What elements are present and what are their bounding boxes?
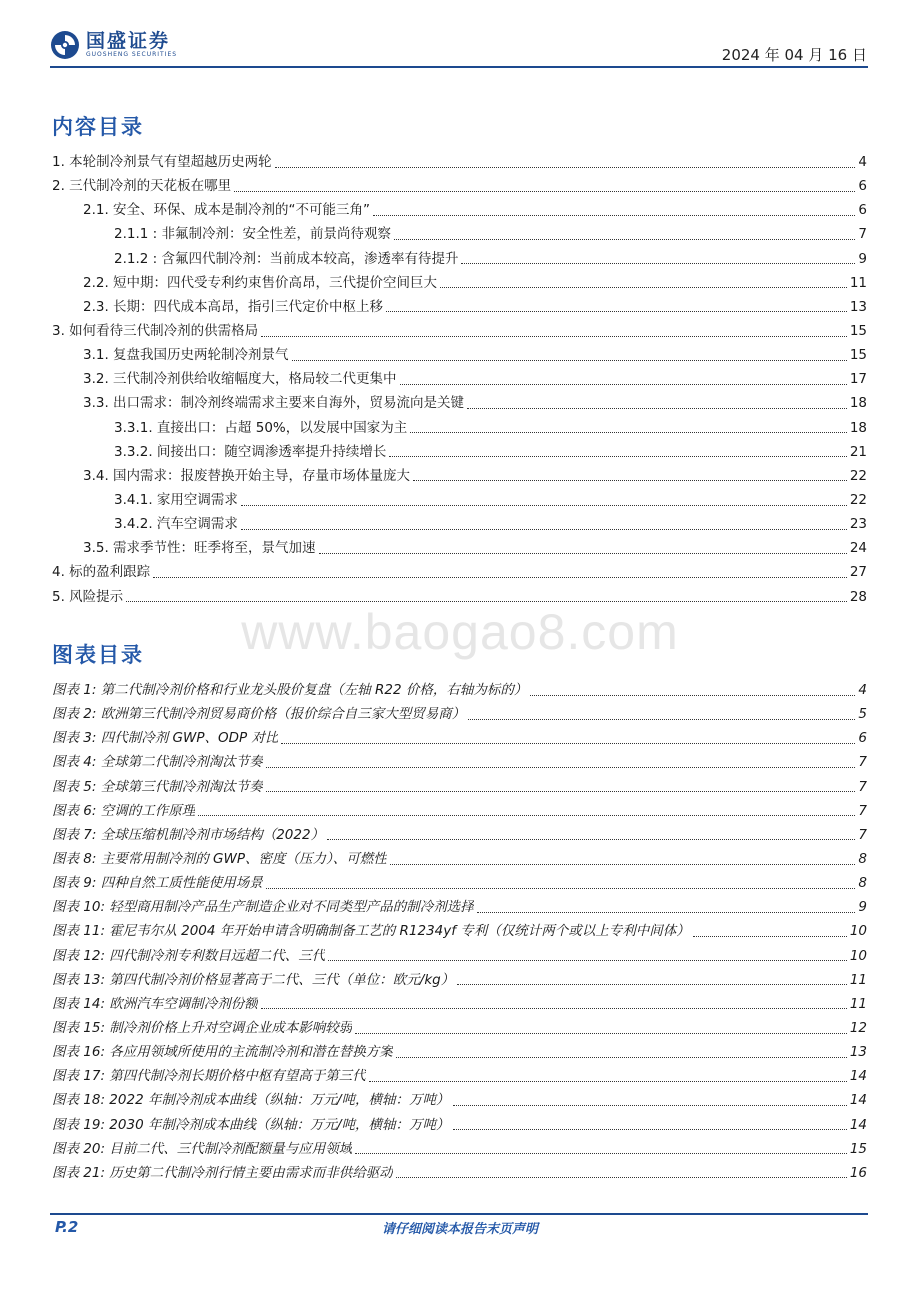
dot-leader — [369, 1080, 847, 1082]
figure-item[interactable] — [52, 1016, 867, 1040]
dot-leader — [400, 383, 847, 385]
toc-item[interactable] — [52, 488, 867, 512]
figure-item-label: 图表 21: 历史第二代制冷剂行情主要由需求而非供给驱动 — [52, 1164, 393, 1181]
logo-en-text: GUOSHENG SECURITIES — [86, 51, 178, 58]
report-date: 2024 年 04 月 16 日 — [721, 46, 867, 64]
toc-item-page: 17 — [849, 371, 867, 388]
toc-item-page: 21 — [849, 443, 867, 460]
figure-item-label: 图表 5: 全球第三代制冷剂淘汰节奏 — [52, 778, 263, 795]
figure-item-page: 8 — [858, 850, 867, 867]
toc-item-page: 11 — [849, 274, 867, 291]
toc-item[interactable] — [52, 440, 867, 464]
toc-item[interactable] — [52, 150, 867, 174]
figure-item-label: 图表 15: 制冷剂价格上升对空调企业成本影响较弱 — [52, 1019, 353, 1036]
toc-item-label: 3. 如何看待三代制冷剂的供需格局 — [52, 322, 259, 339]
figure-item-label: 图表 2: 欧洲第三代制冷剂贸易商价格（报价综合自三家大型贸易商） — [52, 706, 466, 723]
toc-item-label: 2.2. 短中期：四代受专利约束售价高昂，三代提价空间巨大 — [83, 274, 438, 291]
figure-item[interactable] — [52, 944, 867, 968]
figure-item[interactable] — [52, 1161, 867, 1185]
toc-item-label: 3.4. 国内需求：报废替换开始主导，存量市场体量庞大 — [83, 467, 411, 484]
toc-item-page: 18 — [849, 419, 867, 436]
dot-leader — [275, 166, 856, 168]
toc-item-label: 2.3. 长期：四代成本高昂，指引三代定价中枢上移 — [83, 298, 384, 315]
toc-list — [52, 150, 867, 609]
toc-item-page: 24 — [849, 540, 867, 557]
figure-item[interactable] — [52, 726, 867, 750]
figure-item-page: 7 — [858, 754, 867, 771]
toc-item-page: 9 — [858, 250, 867, 267]
figure-item-label: 图表 19: 2030 年制冷剂成本曲线（纵轴：万元/吨，横轴：万吨） — [52, 1116, 450, 1133]
figure-item-label: 图表 9: 四种自然工质性能使用场景 — [52, 875, 263, 892]
figure-item[interactable] — [52, 750, 867, 774]
figure-item[interactable] — [52, 1088, 867, 1112]
figure-item[interactable] — [52, 1040, 867, 1064]
dot-leader — [355, 1152, 847, 1154]
figures-list — [52, 678, 867, 1185]
figure-item-page: 4 — [858, 682, 867, 698]
toc-item-label: 3.3.1. 直接出口：占超 50%，以发展中国家为主 — [114, 419, 408, 436]
toc-item[interactable] — [52, 247, 867, 271]
figure-item[interactable] — [52, 895, 867, 919]
figure-item-label: 图表 4: 全球第二代制冷剂淘汰节奏 — [52, 754, 263, 771]
dot-leader — [396, 1056, 847, 1058]
dot-leader — [457, 983, 847, 985]
dot-leader — [461, 262, 855, 264]
dot-leader — [453, 1104, 847, 1106]
toc-title: 内容目录 — [52, 115, 144, 139]
toc-item[interactable] — [52, 367, 867, 391]
toc-item[interactable] — [52, 319, 867, 343]
toc-item-label: 2.1. 安全、环保、成本是制冷剂的“不可能三角” — [83, 202, 371, 219]
dot-leader — [241, 528, 847, 530]
toc-item-page: 15 — [849, 347, 867, 364]
figure-item-page: 12 — [849, 1019, 867, 1036]
dot-leader — [241, 504, 847, 506]
dot-leader — [530, 694, 855, 696]
figure-item[interactable] — [52, 919, 867, 943]
toc-item[interactable] — [52, 222, 867, 246]
toc-item-page: 18 — [849, 395, 867, 412]
figure-item-label: 图表 11: 霍尼韦尔从 2004 年开始申请含明确制备工艺的 R1234yf 专利（仅统计两个或以上专利中间体） — [52, 923, 690, 940]
toc-item-label: 3.5. 需求季节性：旺季将至，景气加速 — [83, 540, 316, 557]
dot-leader — [153, 576, 847, 578]
toc-item-page: 27 — [849, 564, 867, 581]
figure-item-page: 7 — [858, 826, 867, 843]
toc-item-label: 2.1.2 : 含氟四代制冷剂：当前成本较高，渗透率有待提升 — [114, 250, 459, 267]
figure-item-page: 14 — [849, 1116, 867, 1133]
footer-divider — [50, 1213, 868, 1215]
toc-item[interactable] — [52, 174, 867, 198]
figure-item-label: 图表 1: 第二代制冷剂价格和行业龙头股价复盘（左轴 R22 价格，右轴为标的） — [52, 682, 528, 698]
page-header — [0, 0, 920, 72]
figure-item-page: 7 — [858, 778, 867, 795]
toc-item[interactable] — [52, 416, 867, 440]
figure-item-page: 14 — [849, 1092, 867, 1109]
toc-item[interactable] — [52, 512, 867, 536]
figure-item-page: 6 — [858, 730, 867, 747]
figure-item[interactable] — [52, 823, 867, 847]
toc-item[interactable] — [52, 295, 867, 319]
toc-item-label: 2.1.1 : 非氟制冷剂：安全性差，前景尚待观察 — [114, 226, 391, 243]
figure-item-label: 图表 13: 第四代制冷剂价格显著高于二代、三代（单位：欧元/kg） — [52, 971, 455, 988]
figure-item[interactable] — [52, 702, 867, 726]
toc-item[interactable] — [52, 464, 867, 488]
toc-item-label: 5. 风险提示 — [52, 588, 124, 605]
toc-item-page: 6 — [858, 178, 867, 195]
figure-item-page: 11 — [849, 995, 867, 1012]
toc-item[interactable] — [52, 536, 867, 560]
toc-item-label: 1. 本轮制冷剂景气有望超越历史两轮 — [52, 154, 272, 170]
toc-item-label: 4. 标的盈利跟踪 — [52, 564, 151, 581]
dot-leader — [234, 190, 855, 192]
figures-title: 图表目录 — [52, 643, 144, 667]
toc-item-label: 3.4.2. 汽车空调需求 — [114, 516, 238, 533]
dot-leader — [386, 310, 847, 312]
dot-leader — [266, 790, 856, 792]
toc-item-label: 3.3.2. 间接出口：随空调渗透率提升持续增长 — [114, 443, 387, 460]
figure-item-page: 5 — [858, 706, 867, 723]
dot-leader — [281, 742, 855, 744]
watermark: www.baogao8.com — [241, 604, 679, 660]
toc-item-page: 23 — [849, 516, 867, 533]
figure-item-label: 图表 17: 第四代制冷剂长期价格中枢有望高于第三代 — [52, 1068, 366, 1085]
figure-item[interactable] — [52, 847, 867, 871]
figure-item-label: 图表 10: 轻型商用制冷产品生产制造企业对不同类型产品的制冷剂选择 — [52, 899, 474, 916]
figure-item-label: 图表 6: 空调的工作原理 — [52, 802, 196, 819]
dot-leader — [477, 911, 856, 913]
dot-leader — [355, 1032, 847, 1034]
toc-item[interactable] — [52, 343, 867, 367]
guosheng-logo — [50, 30, 177, 60]
toc-item-label: 2. 三代制冷剂的天花板在哪里 — [52, 178, 232, 195]
figure-item-page: 10 — [849, 947, 867, 964]
figure-item-label: 图表 14: 欧洲汽车空调制冷剂份额 — [52, 995, 258, 1012]
dot-leader — [693, 935, 847, 937]
dot-leader — [319, 552, 847, 554]
dot-leader — [394, 238, 855, 240]
dot-leader — [440, 286, 847, 288]
figure-item[interactable] — [52, 775, 867, 799]
page-number: P.2 — [55, 1218, 79, 1236]
dot-leader — [410, 431, 847, 433]
figure-item[interactable] — [52, 871, 867, 895]
figure-item-page: 8 — [858, 875, 867, 892]
toc-item-page: 28 — [849, 588, 867, 605]
figure-item-label: 图表 8: 主要常用制冷剂的 GWP、密度（压力）、可燃性 — [52, 850, 387, 867]
figure-item[interactable] — [52, 799, 867, 823]
figure-item-page: 14 — [849, 1068, 867, 1085]
dot-leader — [327, 838, 855, 840]
figure-item-label: 图表 3: 四代制冷剂 GWP、ODP 对比 — [52, 730, 279, 747]
toc-item-page: 22 — [849, 491, 867, 508]
toc-item-page: 4 — [858, 154, 867, 170]
dot-leader — [261, 1007, 847, 1009]
guosheng-logo-icon — [50, 30, 80, 60]
dot-leader — [292, 359, 847, 361]
figure-item[interactable] — [52, 1113, 867, 1137]
toc-item-label: 3.1. 复盘我国历史两轮制冷剂景气 — [83, 347, 289, 364]
figure-item-label: 图表 7: 全球压缩机制冷剂市场结构（2022） — [52, 826, 325, 843]
toc-item-page: 7 — [858, 226, 867, 243]
figure-item[interactable] — [52, 1137, 867, 1161]
dot-leader — [453, 1128, 847, 1130]
figure-item-label: 图表 18: 2022 年制冷剂成本曲线（纵轴：万元/吨，横轴：万吨） — [52, 1092, 450, 1109]
figure-item-page: 7 — [858, 802, 867, 819]
dot-leader — [396, 1176, 847, 1178]
toc-item-label: 3.3. 出口需求：制冷剂终端需求主要来自海外，贸易流向是关键 — [83, 395, 465, 412]
toc-item-page: 6 — [858, 202, 867, 219]
dot-leader — [467, 407, 847, 409]
dot-leader — [261, 335, 847, 337]
toc-item[interactable] — [52, 198, 867, 222]
dot-leader — [468, 718, 855, 720]
dot-leader — [266, 887, 856, 889]
dot-leader — [373, 214, 855, 216]
figure-item-label: 图表 20: 目前二代、三代制冷剂配额量与应用领域 — [52, 1140, 353, 1157]
figure-item-page: 13 — [849, 1044, 867, 1061]
figure-item-page: 11 — [849, 971, 867, 988]
figure-item[interactable] — [52, 678, 867, 702]
toc-item-label: 3.4.1. 家用空调需求 — [114, 491, 238, 508]
dot-leader — [390, 863, 856, 865]
dot-leader — [389, 455, 846, 457]
dot-leader — [198, 814, 855, 816]
toc-item[interactable] — [52, 271, 867, 295]
footer-disclaimer: 请仔细阅读本报告末页声明 — [381, 1222, 538, 1237]
toc-item[interactable] — [52, 391, 867, 415]
dot-leader — [126, 600, 847, 602]
toc-item-page: 15 — [849, 322, 867, 339]
figure-item-label: 图表 12: 四代制冷剂专利数目远超二代、三代 — [52, 947, 326, 964]
header-divider — [50, 66, 868, 68]
figure-item[interactable] — [52, 968, 867, 992]
logo-cn-text: 国盛证券 — [86, 30, 171, 52]
figure-item-page: 9 — [858, 899, 867, 916]
dot-leader — [413, 479, 847, 481]
toc-item[interactable] — [52, 560, 867, 584]
figure-item-label: 图表 16: 各应用领域所使用的主流制冷剂和潜在替换方案 — [52, 1044, 393, 1061]
dot-leader — [266, 766, 856, 768]
toc-item-page: 13 — [849, 298, 867, 315]
figure-item-page: 10 — [849, 923, 867, 940]
figure-item-page: 16 — [849, 1164, 867, 1181]
dot-leader — [328, 959, 847, 961]
figure-item[interactable] — [52, 1064, 867, 1088]
toc-item-label: 3.2. 三代制冷剂供给收缩幅度大，格局较二代更集中 — [83, 371, 397, 388]
figure-item[interactable] — [52, 992, 867, 1016]
toc-item-page: 22 — [849, 467, 867, 484]
figure-item-page: 15 — [849, 1140, 867, 1157]
